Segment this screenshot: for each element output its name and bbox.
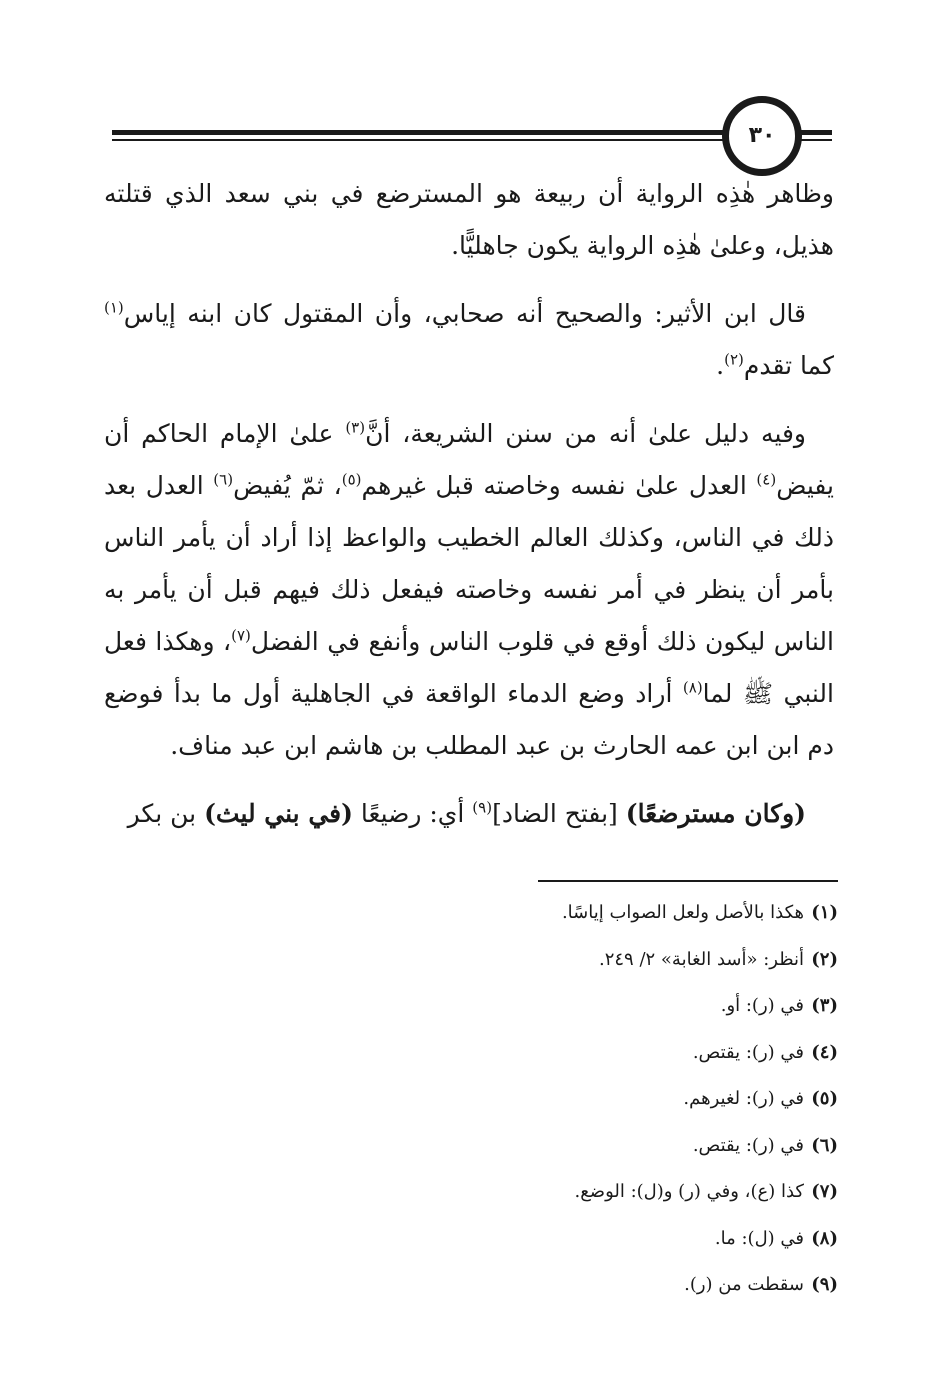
footnote-ref[interactable]: (٦) [213, 470, 234, 489]
paragraph-text: . [716, 351, 725, 380]
footnote-ref[interactable]: (١) [104, 298, 124, 317]
paragraph-text: بن بكر [127, 799, 205, 828]
footnote-ref[interactable]: (٩) [472, 798, 493, 817]
footnote-ref[interactable]: (٢) [724, 350, 744, 369]
page-header [0, 0, 946, 180]
paragraph-text: ، ثمّ يُفيض [233, 471, 342, 500]
footnote-text: أنظر: «أسد الغابة» ٢/ ٢٤٩. [598, 948, 804, 970]
footnote-number: (٨) [811, 1227, 838, 1249]
paragraph-1 [104, 168, 834, 272]
footnote-text: في (ر): يقتص. [692, 1041, 804, 1063]
footnote-item [300, 983, 838, 1030]
header-rule-thick [112, 130, 724, 135]
quoted-phrase: (في بني ليث) [204, 799, 353, 828]
footnote-number: (٩) [811, 1274, 838, 1295]
paragraph-text: [بفتح الضاد] [492, 799, 626, 828]
footnote-number: (٦) [811, 1134, 838, 1156]
paragraph-text: كما تقدم [743, 351, 834, 380]
footnote-item [300, 1123, 838, 1170]
footnote-text: في (ر): أو. [720, 995, 804, 1016]
paragraph-text: قال ابن الأثير: والصحيح أنه صحابي، وأن المقتول كان ابنه إياس [123, 299, 806, 328]
paragraph-text: ، وهكذا فعل النبي ﷺ لما [104, 627, 834, 708]
paragraph-text: وفيه دليل علىٰ أنه من سنن الشريعة، أنَّ [365, 419, 807, 448]
quoted-phrase: (وكان مسترضعًا) [625, 799, 806, 828]
footnote-text: في (ر): يقتص. [692, 1134, 804, 1156]
footnote-number: (٣) [811, 995, 838, 1016]
footnote-number: (١) [811, 902, 838, 923]
paragraph-2 [104, 288, 834, 392]
footnote-ref[interactable]: (٣) [345, 418, 366, 437]
footnote-separator [538, 880, 838, 882]
footnote-text: كذا (ع)، وفي (ر) و(ل): الوضع. [574, 1181, 804, 1202]
footnote-ref[interactable]: (٥) [341, 470, 362, 489]
footnote-number: (٥) [811, 1088, 838, 1109]
footnotes [300, 890, 838, 1309]
footnote-item [300, 937, 838, 984]
paragraph-text: العدل بعد ذلك في الناس، وكذلك العالم الخطيب والواعظ إذا أراد أن يأمر الناس بأمر أن ينظر في أمر نفسه وخاصته فيفعل ذلك فيهم قبل أن يأمر به الناس ليكون ذلك أوقع في قلوب الناس وأنفع في الفضل [104, 471, 834, 656]
paragraph-text: أي: رضيعًا [352, 799, 473, 828]
footnote-item [300, 1216, 838, 1263]
footnote-item [300, 1169, 838, 1216]
footnote-text: في (ل): ما. [714, 1227, 804, 1249]
paragraph-4 [104, 788, 834, 840]
footnote-number: (٢) [811, 948, 838, 970]
footnote-text: في (ر): لغيرهم. [683, 1088, 804, 1109]
footnote-ref[interactable]: (٨) [682, 678, 703, 697]
footnote-text: سقطت من (ر). [684, 1274, 804, 1295]
main-text [104, 168, 834, 840]
paragraph-text: علىٰ الإمام الحاكم أن يفيض [104, 419, 834, 500]
footnote-number: (٧) [811, 1181, 838, 1202]
footnote-item [300, 890, 838, 937]
footnote-item [300, 1076, 838, 1123]
paragraph-text: العدل علىٰ نفسه وخاصته قبل غيرهم [361, 471, 757, 500]
paragraph-text: وظاهر هٰذِه الرواية أن ربيعة هو المسترضع في بني سعد الذي قتلته هذيل، وعلىٰ هٰذِه الرواية يكون جاهليًّا. [104, 179, 834, 260]
paragraph-3 [104, 408, 834, 772]
header-rule-thin-right [800, 139, 832, 141]
footnote-text: هكذا بالأصل ولعل الصواب إياسًا. [561, 902, 804, 923]
page-number: ٣٠ [748, 123, 776, 148]
footnote-item [300, 1262, 838, 1309]
footnote-ref[interactable]: (٤) [756, 470, 777, 489]
page-number-ring [722, 96, 802, 176]
footnote-item [300, 1030, 838, 1077]
header-rule-thick-right [800, 130, 832, 135]
footnote-ref[interactable]: (٧) [231, 626, 251, 645]
footnote-number: (٤) [811, 1041, 838, 1063]
paragraph-text: أراد وضع الدماء الواقعة في الجاهلية أول ما بدأ فوضع دم ابن ابن عمه الحارث بن عبد المطلب بن هاشم ابن عبد مناف. [104, 679, 834, 760]
header-rule-thin [112, 139, 724, 141]
